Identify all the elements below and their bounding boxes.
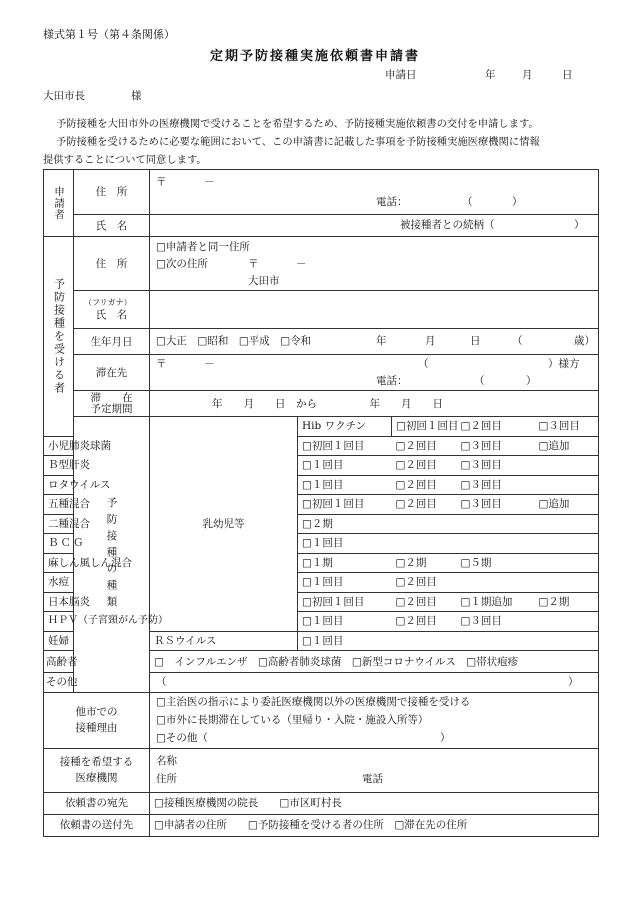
addressee-honorific: 様 — [131, 90, 142, 102]
addressee-label: 依頼書の宛先 — [44, 792, 150, 814]
vaccine-option-empty — [535, 553, 599, 573]
vaccine-option[interactable]: □２回目 — [392, 592, 457, 612]
intro-line-2: 予防接種を受けるために必要な範囲において、この申請書に記載した事項を予防接種実施医療機関に情報 — [56, 136, 540, 148]
applicant-address-row — [44, 170, 599, 215]
relation-label: 被接種者との続柄（ — [400, 219, 495, 231]
elderly-options[interactable]: □ インフルエンザ □高齢者肺炎球菌 □新型コロナウイルス □帯状疱疹 — [150, 651, 599, 673]
application-date-label: 申請日 — [385, 69, 417, 81]
applicant-address-label: 住 所 — [74, 170, 150, 215]
other-vaccine-open: （ — [156, 676, 167, 688]
furigana-label: （フリガナ） — [84, 298, 132, 307]
vaccine-option[interactable]: □１回目 — [298, 612, 392, 632]
reason-row — [44, 692, 599, 748]
recipient-address-row — [44, 237, 599, 291]
vaccine-option-empty — [535, 475, 599, 495]
vaccine-option[interactable]: □初回１回目 — [298, 436, 392, 456]
recipient-name-row — [44, 291, 599, 329]
era-checkboxes[interactable]: □大正 □昭和 □平成 □令和 — [156, 335, 312, 347]
other-vaccine-close: ） — [568, 676, 579, 688]
send-to-options[interactable]: □申請者の住所 □予防接種を受ける者の住所 □滞在先の住所 — [150, 814, 599, 836]
vaccine-name: ロタウイルス — [44, 475, 74, 495]
recipient-postal-mark: 〒 — [248, 258, 259, 270]
reason-option-long-stay[interactable]: □市外に長期滞在している（里帰り・入院・施設入所等） — [156, 713, 429, 726]
vaccine-option[interactable]: □１回目 — [298, 631, 599, 651]
addressee-row — [44, 792, 599, 814]
vaccine-option[interactable]: □１回目 — [298, 573, 392, 593]
stay-field[interactable] — [150, 355, 599, 391]
vaccine-option[interactable]: □５期 — [457, 553, 535, 573]
applicant-postal-dash: － — [204, 176, 215, 188]
vaccine-name: ＢＣＧ — [44, 534, 74, 554]
vaccine-name: 小児肺炎球菌 — [44, 436, 74, 456]
vaccine-option[interactable]: □３回目 — [535, 417, 599, 437]
addressee: 大田市長 — [43, 90, 85, 102]
vaccine-option[interactable]: □２回目 — [392, 612, 457, 632]
clinic-phone-label: 電話 — [362, 772, 383, 785]
clinic-label-1: 接種を希望する — [59, 756, 134, 768]
clinic-name-label: 名称 — [156, 754, 177, 767]
recipient-address-field[interactable] — [150, 237, 599, 291]
vaccine-name: 水痘 — [44, 573, 74, 593]
reason-label-1: 他市での — [75, 706, 118, 718]
reason-other-close: ） — [440, 731, 451, 744]
intro-line-3: 提供することについて同意します。 — [43, 154, 207, 166]
date-day-label: 日 — [562, 69, 573, 81]
intro-line-1: 予防接種を大田市外の医療機関で受けることを希望するため、予防接種実施依頼書の交付を申請します。 — [56, 118, 539, 130]
birth-month-label: 月 — [425, 335, 436, 347]
vaccine-name: Ｂ型肝炎 — [44, 456, 74, 476]
recipient-city: 大田市 — [248, 275, 280, 287]
vaccine-row — [44, 417, 599, 437]
reason-option-other[interactable]: □その他（ — [156, 731, 208, 744]
birthdate-row — [44, 329, 599, 355]
vaccine-name: 二種混合 — [44, 514, 74, 534]
applicant-name-field[interactable] — [150, 215, 599, 237]
vaccine-option[interactable]: □３回目 — [457, 475, 535, 495]
reason-label-cell — [44, 692, 150, 748]
reason-label-2: 接種理由 — [75, 722, 118, 734]
clinic-address-label: 住所 — [156, 772, 177, 785]
stay-host-sama: ）様方 — [548, 358, 580, 370]
applicant-postal-mark: 〒 — [156, 176, 167, 188]
birthdate-label: 生年月日 — [74, 329, 150, 355]
vaccine-option[interactable]: □追加 — [535, 436, 599, 456]
vaccine-option[interactable]: □２回目 — [392, 573, 457, 593]
vaccine-option[interactable]: □２回目 — [392, 495, 457, 515]
reason-field — [150, 692, 599, 748]
vaccine-option[interactable]: □１回目 — [298, 475, 392, 495]
vaccine-section-text: 予防接種の種類 — [105, 496, 118, 612]
clinic-field[interactable] — [150, 748, 599, 792]
vaccine-option[interactable]: □２期 — [535, 592, 599, 612]
age-open: （ — [512, 335, 523, 347]
recipient-name-field[interactable] — [150, 291, 599, 329]
recipient-name-label: 氏 名 — [95, 309, 128, 321]
vaccine-name: 五種混合 — [44, 495, 74, 515]
other-vaccine-field[interactable] — [150, 673, 599, 693]
same-address-checkbox[interactable]: □申請者と同一住所 — [156, 241, 250, 253]
vaccine-option[interactable]: □追加 — [535, 495, 599, 515]
date-month-label: 月 — [522, 69, 533, 81]
stay-row — [44, 355, 599, 391]
stay-phone-close: ） — [526, 375, 537, 387]
date-year-label: 年 — [485, 69, 496, 81]
recipient-section-text: 予防接種を受ける者 — [52, 277, 66, 395]
vaccine-option[interactable]: □１期追加 — [457, 592, 535, 612]
vaccine-option[interactable]: □２期 — [392, 553, 457, 573]
reason-option-doctor[interactable]: □主治医の指示により委託医療機関以外の医療機関で接種を受ける — [156, 695, 471, 708]
vaccine-option[interactable]: □２期 — [298, 514, 599, 534]
vaccine-option[interactable]: □１回目 — [298, 456, 392, 476]
vaccine-option[interactable]: □初回１回目 — [298, 495, 392, 515]
age-close: 歳） — [574, 335, 595, 347]
vaccine-option-empty — [535, 612, 599, 632]
other-address-checkbox[interactable]: □次の住所 — [156, 258, 208, 270]
applicant-name-label: 氏 名 — [74, 215, 150, 237]
stay-period-label-2: 予定期間 — [90, 402, 133, 415]
vaccine-option[interactable]: □２回目 — [457, 417, 535, 437]
vaccine-option[interactable]: □２回目 — [392, 436, 457, 456]
applicant-address-field[interactable] — [150, 170, 599, 215]
vaccine-section-label — [74, 417, 150, 693]
birthdate-field[interactable] — [150, 329, 599, 355]
stay-phone-label: 電話： — [376, 375, 408, 387]
vaccine-option[interactable]: □２回目 — [392, 475, 457, 495]
send-to-label: 依頼書の送付先 — [44, 814, 150, 836]
vaccine-name: 日本脳炎 — [44, 592, 74, 612]
stay-period-label-cell — [74, 391, 150, 417]
stay-postal-mark: 〒 — [156, 358, 167, 370]
stay-period-label-1: 滞 在 — [90, 391, 133, 404]
form-number: 様式第１号（第４条関係） — [43, 28, 175, 41]
applicant-phone-close: ） — [512, 196, 523, 208]
stay-period-row — [44, 391, 599, 417]
pregnant-label: 妊婦 — [44, 631, 74, 651]
birth-year-label: 年 — [376, 335, 387, 347]
elderly-label: 高齢者 — [44, 651, 74, 673]
vaccine-option[interactable]: □３回目 — [457, 612, 535, 632]
recipient-postal-dash: － — [296, 258, 307, 270]
recipient-section-label — [44, 237, 74, 437]
vaccine-option[interactable]: □２回目 — [392, 456, 457, 476]
application-form-table — [43, 169, 599, 837]
vaccine-name: 麻しん風しん混合 — [44, 553, 74, 573]
vaccine-option[interactable]: □３回目 — [457, 495, 535, 515]
birth-day-label: 日 — [470, 335, 481, 347]
vaccine-option-empty — [535, 456, 599, 476]
vaccine-option[interactable]: □初回１回目 — [298, 592, 392, 612]
vaccine-option[interactable]: □１回目 — [298, 534, 599, 554]
applicant-section-label: 申請者 — [44, 170, 74, 237]
other-vaccine-label: その他 — [44, 673, 74, 693]
recipient-address-label: 住 所 — [74, 237, 150, 291]
vaccine-name: Hib ワクチン — [298, 417, 392, 437]
send-to-row — [44, 814, 599, 836]
vaccine-option[interactable]: □初回１回目 — [392, 417, 457, 437]
stay-host-open: （ — [418, 358, 429, 370]
recipient-name-label-cell — [74, 291, 150, 329]
addressee-options[interactable]: □接種医療機関の院長 □市区町村長 — [150, 792, 599, 814]
applicant-phone-open: （ — [462, 196, 473, 208]
clinic-row — [44, 748, 599, 792]
applicant-phone-label: 電話： — [376, 196, 408, 208]
stay-postal-dash: － — [204, 358, 215, 370]
infant-label: 乳幼児等 — [150, 417, 298, 632]
page-title: 定期予防接種実施依頼書申請書 — [209, 49, 420, 64]
stay-phone-open: （ — [474, 375, 485, 387]
vaccine-option[interactable]: □３回目 — [457, 456, 535, 476]
stay-label: 滞在先 — [74, 355, 150, 391]
clinic-label-2: 医療機関 — [75, 772, 118, 784]
vaccine-name: ＨＰＶ（子宮頸がん予防） — [44, 612, 74, 632]
relation-close: ） — [574, 219, 585, 231]
clinic-label-cell — [44, 748, 150, 792]
applicant-name-row — [44, 215, 599, 237]
stay-period-field[interactable]: 年 月 日 から 年 月 日 — [150, 391, 599, 417]
vaccine-option-empty — [457, 573, 599, 593]
vaccine-option[interactable]: □３回目 — [457, 436, 535, 456]
vaccine-option[interactable]: □１期 — [298, 553, 392, 573]
vaccine-name: ＲＳウイルス — [150, 631, 298, 651]
